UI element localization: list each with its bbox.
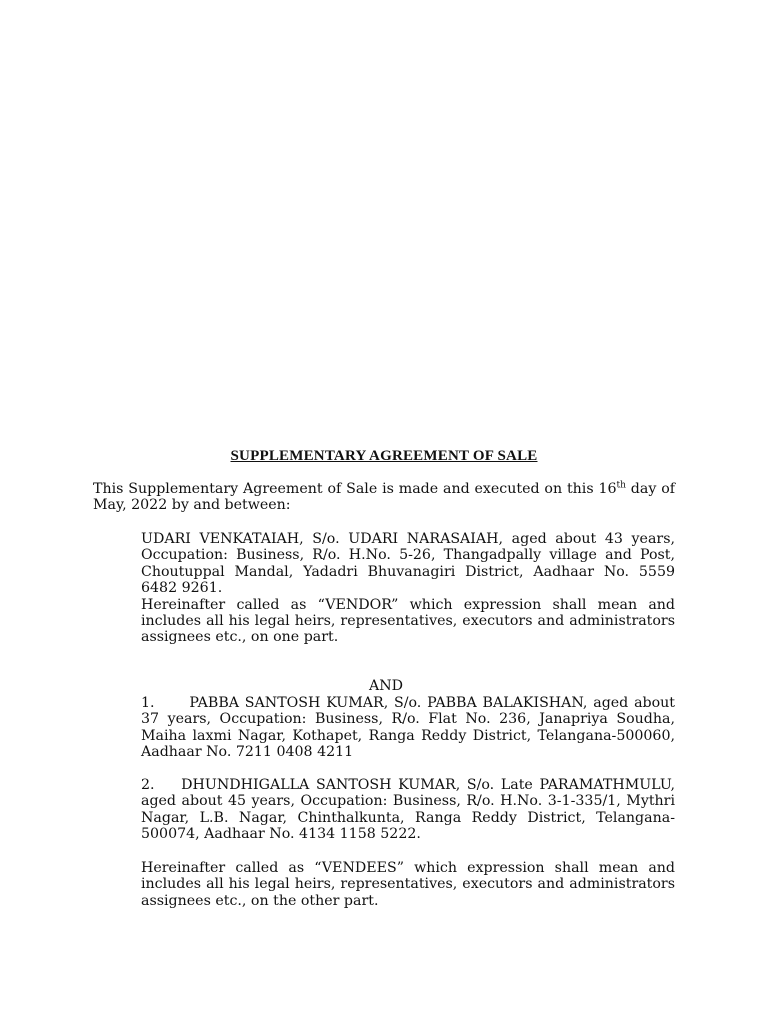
vendee-1-details: 1. PABBA SANTOSH KUMAR, S/o. PABBA BALAKISHAN, aged about 37 years, Occupation: Business, R/o. Flat No. 236, Janapriya Soudha, Maiha laxmi Nagar, Kothapet, Ranga Reddy District, Telangana-500060, Aadhaar No. 7211 0408 4211 <box>141 695 675 761</box>
vendee-2-details: 2. DHUNDHIGALLA SANTOSH KUMAR, S/o. Late PARAMATHMULU, aged about 45 years, Occupation: Business, R/o. H.No. 3-1-335/1, Mythri Nagar, L.B. Nagar, Chinthalkunta, Ranga Reddy District, Telangana-500074, Aadhaar No. 4134 1158 5222. <box>141 777 675 843</box>
vendor-details: UDARI VENKATAIAH, S/o. UDARI NARASAIAH, aged about 43 years, Occupation: Business, R/o. H.No. 5-26, Thangadpally village and Post, Choutuppal Mandal, Yadadri Bhuvanagiri District, Aadhaar No. 5559 6482 9261. <box>141 531 675 597</box>
vendee-1-block <box>141 695 675 761</box>
document-title: SUPPLEMENTARY AGREEMENT OF SALE <box>230 448 538 464</box>
and-separator: AND <box>368 678 404 694</box>
intro-ordinal-suffix: th <box>616 480 626 491</box>
vendee-2-block <box>141 777 675 843</box>
vendees-block <box>141 860 675 909</box>
intro-paragraph <box>93 481 675 514</box>
vendor-block <box>141 531 675 646</box>
intro-text-start: This Supplementary Agreement of Sale is made and executed on this 16 <box>93 481 617 497</box>
vendees-hereinafter-clause: Hereinafter called as “VENDEES” which expression shall mean and includes all his legal heirs, representatives, executors and administrators assignees etc., on the other part. <box>141 860 675 909</box>
vendor-hereinafter-clause: Hereinafter called as “VENDOR” which expression shall mean and includes all his legal heirs, representatives, executors and administrators assignees etc., on one part. <box>141 596 675 646</box>
intro-text-end: day of May, 2022 by and between: <box>93 481 676 514</box>
